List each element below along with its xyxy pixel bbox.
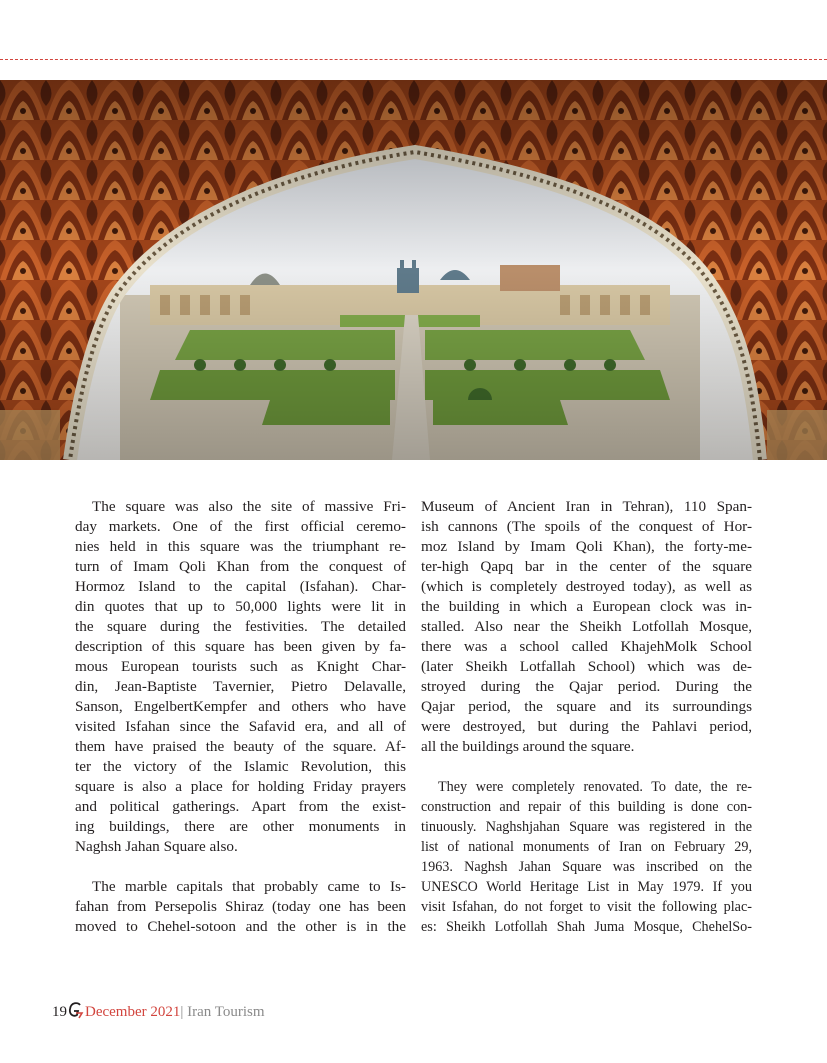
text-line: description of this square has been given by fa- <box>75 638 406 655</box>
text-line: visited Isfahan since the Safavid era, and all of <box>75 718 406 735</box>
header-dashed-rule <box>0 59 827 60</box>
text-line: ish cannons (The spoils of the conquest of Hor- <box>421 518 752 535</box>
text-line: Naghsh Jahan Square also. <box>75 838 238 855</box>
page-number: 19 <box>52 1004 67 1020</box>
issue-month: December 2021 <box>85 1004 181 1020</box>
text-line: (which is completely destroyed today), as well as <box>421 578 752 595</box>
text-line: stroyed during the Qajar period. During the <box>421 678 752 695</box>
text-line: all the buildings around the square. <box>421 738 635 755</box>
text-line: The square was also the site of massive Fri- <box>92 498 406 515</box>
text-line: ing buildings, there are other monuments in <box>75 818 406 835</box>
text-line: there was a school called KhajehMolk School <box>421 638 752 655</box>
hero-photo <box>0 80 827 460</box>
text-line: stalled. Also near the Sheikh Lotfollah Mosque, <box>421 618 752 635</box>
text-line: and political gatherings. Apart from the exist- <box>75 798 406 815</box>
text-line: es: Sheikh Lotfollah Shah Juma Mosque, ChehelSo- <box>421 919 752 935</box>
text-line: were destroyed, but during the Pahlavi period, <box>421 718 752 735</box>
text-line: din quotes that up to 50,000 lights were lit in <box>75 598 406 615</box>
text-line: ter-high Qapq bar in the center of the square <box>421 558 752 575</box>
text-line: tinuously. Naghshjahan Square was registered in the <box>421 819 752 835</box>
left-column <box>75 497 406 937</box>
text-line: visit Isfahan, do not forget to visit the following plac- <box>421 899 752 915</box>
text-line: ter the victory of the Islamic Revolution, this <box>75 758 406 775</box>
right-column <box>421 497 752 937</box>
paragraph-gap <box>421 757 752 777</box>
text-line: Hormoz Island to the capital (Isfahan). Char- <box>75 578 406 595</box>
page-footer <box>52 1001 265 1021</box>
text-line: 1963. Naghsh Jahan Square was inscribed on the <box>421 859 752 875</box>
text-line: the building in which a European clock was in- <box>421 598 752 615</box>
text-line: moz Island by Imam Qoli Khan), the forty-me- <box>421 538 752 555</box>
text-line: Museum of Ancient Iran in Tehran), 110 Span- <box>421 498 752 515</box>
text-line: The marble capitals that probably came to Is- <box>92 878 406 895</box>
text-line: construction and repair of this building is done con- <box>421 799 752 815</box>
text-line: day markets. One of the first official ceremo- <box>75 518 406 535</box>
text-line: mous European tourists such as Knight Char- <box>75 658 406 675</box>
text-line: nies held in this square was the triumphant re- <box>75 538 406 555</box>
text-line: fahan from Persepolis Shiraz (today one has been <box>75 898 406 915</box>
text-line: the square during the festivities. The detailed <box>75 618 406 635</box>
text-line: square is also a place for holding Friday prayers <box>75 778 406 795</box>
text-line: UNESCO World Heritage List in May 1979. If you <box>421 879 752 895</box>
text-line: turn of Imam Qoli Khan from the conquest of <box>75 558 406 575</box>
text-line: list of national monuments of Iran on February 29, <box>421 839 752 855</box>
footer-separator: | <box>180 1004 184 1020</box>
text-line: They were completely renovated. To date, the re- <box>438 779 752 795</box>
text-line: Qajar period, the square and its surroundings <box>421 698 752 715</box>
stylized-g-logo-icon <box>68 1001 84 1025</box>
magazine-name: Iran Tourism <box>187 1004 265 1020</box>
text-line: (later Sheikh Lotfallah School) which was de- <box>421 658 752 675</box>
text-line: them have praised the beauty of the square. Af- <box>75 738 406 755</box>
text-line: moved to Chehel-sotoon and the other is in the <box>75 918 406 935</box>
paragraph-gap <box>75 857 406 877</box>
text-line: din, Jean-Baptiste Tavernier, Pietro Delavalle, <box>75 678 406 695</box>
text-line: Sanson, EngelbertKempfer and others who have <box>75 698 406 715</box>
